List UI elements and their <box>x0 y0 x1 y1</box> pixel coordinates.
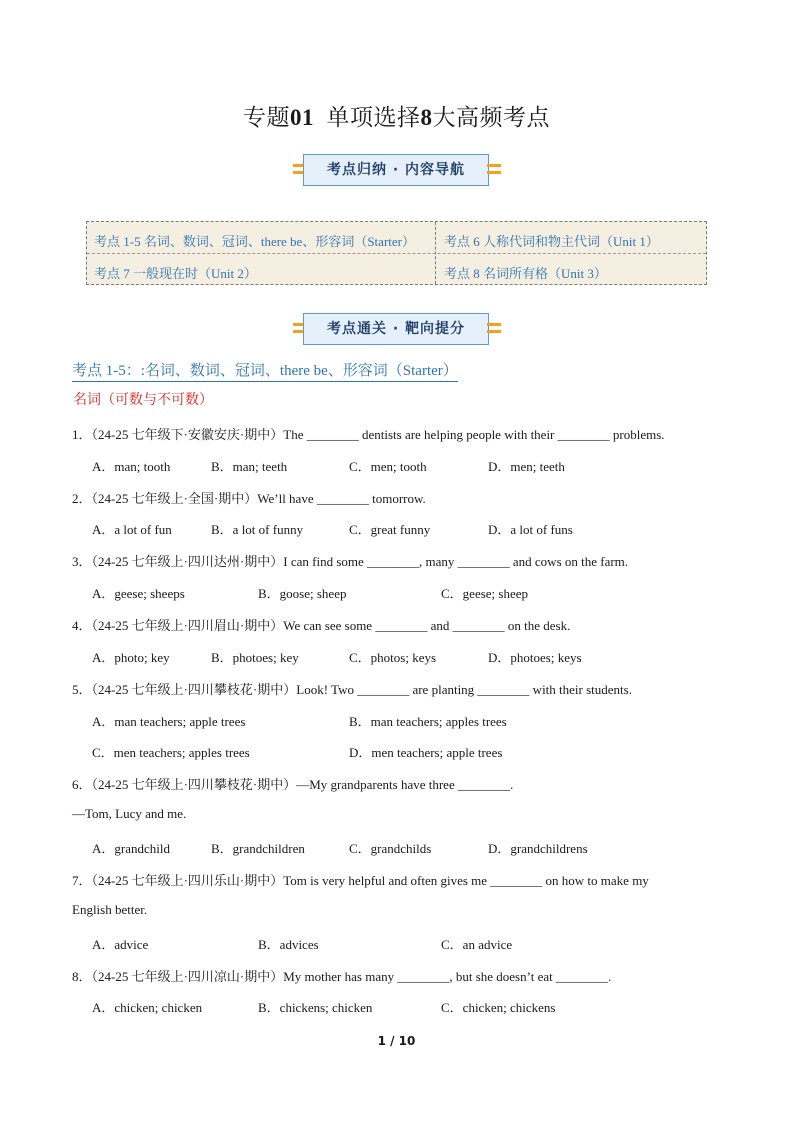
sub-heading: 名词（可数与不可数） <box>73 393 213 408</box>
option-4b: B．photoes; key <box>211 650 299 665</box>
option-3c: C．geese; sheep <box>441 586 529 601</box>
question-1: 1．（24-25 七年级下·安徽安庆·期中）The ________ dentists are helping people with their ________ problems. <box>72 427 665 442</box>
option-7a: A．advice <box>92 937 149 952</box>
option-8c: C．chicken; chickens <box>441 1000 556 1015</box>
topic-navigation-table <box>86 221 707 285</box>
option-6a: A．grandchild <box>92 841 170 856</box>
option-7c: C．an advice <box>441 937 513 952</box>
option-7b: B．advices <box>258 937 319 952</box>
nav-link-topic-1-5[interactable]: 考点 1-5 名词、数词、冠词、there be、形容词（Starter） <box>94 234 415 249</box>
option-3b: B．goose; sheep <box>258 586 347 601</box>
nav-link-topic-8[interactable]: 考点 8 名词所有格（Unit 3） <box>444 266 607 281</box>
title-middle: 单项选择 <box>326 105 421 130</box>
option-4c: C．photos; keys <box>349 650 437 665</box>
question-7-continuation: English better. <box>72 902 148 917</box>
option-2d: D．a lot of funs <box>488 522 573 537</box>
question-2: 2．（24-25 七年级上·全国·期中）We’ll have ________ tomorrow. <box>72 491 426 506</box>
practice-banner-label: 考点通关 · 靶向提分 <box>303 313 489 345</box>
section-heading[interactable]: 考点 1-5：:名词、数词、冠词、there be、形容词（Starter） <box>72 359 458 382</box>
question-7: 7．（24-25 七年级上·四川乐山·期中）Tom is very helpful and often gives me ________ on how to make my <box>72 873 649 888</box>
option-4d: D．photoes; keys <box>488 650 582 665</box>
option-4a: A．photo; key <box>92 650 170 665</box>
page-title <box>0 99 793 132</box>
nav-banner <box>293 154 501 188</box>
option-1a: A．man; tooth <box>92 459 171 474</box>
question-4: 4．（24-25 七年级上·四川眉山·期中）We can see some ________ and ________ on the desk. <box>72 618 571 633</box>
nav-link-topic-7[interactable]: 考点 7 一般现在时（Unit 2） <box>94 266 257 281</box>
nav-link-topic-6[interactable]: 考点 6 人称代词和物主代词（Unit 1） <box>444 234 659 249</box>
option-6c: C．grandchilds <box>349 841 432 856</box>
question-5: 5．（24-25 七年级上·四川攀枝花·期中）Look! Two ________ are planting ________ with their students. <box>72 682 632 697</box>
option-1b: B．man; teeth <box>211 459 288 474</box>
title-count: 8 <box>420 105 433 130</box>
question-6: 6．（24-25 七年级上·四川攀枝花·期中）—My grandparents have three ________. <box>72 777 514 792</box>
page-number: 1 / 10 <box>377 1034 416 1048</box>
option-1c: C．men; tooth <box>349 459 427 474</box>
question-8: 8．（24-25 七年级上·四川凉山·期中）My mother has many ________, but she doesn’t eat ________. <box>72 969 612 984</box>
title-number: 01 <box>290 105 314 130</box>
banner-decoration-icon <box>487 164 501 176</box>
nav-banner-label: 考点归纳 · 内容导航 <box>303 154 489 186</box>
question-3: 3．（24-25 七年级上·四川达州·期中）I can find some ________, many ________ and cows on the farm. <box>72 554 629 569</box>
option-6b: B．grandchildren <box>211 841 305 856</box>
banner-decoration-icon <box>487 323 501 335</box>
option-2c: C．great funny <box>349 522 431 537</box>
option-8b: B．chickens; chicken <box>258 1000 373 1015</box>
title-suffix: 大高频考点 <box>432 105 550 130</box>
question-6-reply: —Tom, Lucy and me. <box>72 806 187 821</box>
title-prefix: 专题 <box>243 105 290 130</box>
option-5c: C．men teachers; apples trees <box>92 745 250 760</box>
option-5a: A．man teachers; apple trees <box>92 714 246 729</box>
option-1d: D．men; teeth <box>488 459 565 474</box>
option-3a: A．geese; sheeps <box>92 586 185 601</box>
option-8a: A．chicken; chicken <box>92 1000 203 1015</box>
option-2a: A．a lot of fun <box>92 522 172 537</box>
option-2b: B．a lot of funny <box>211 522 304 537</box>
option-5b: B．man teachers; apples trees <box>349 714 507 729</box>
practice-banner <box>293 313 501 347</box>
option-5d: D．men teachers; apple trees <box>349 745 503 760</box>
option-6d: D．grandchildrens <box>488 841 588 856</box>
